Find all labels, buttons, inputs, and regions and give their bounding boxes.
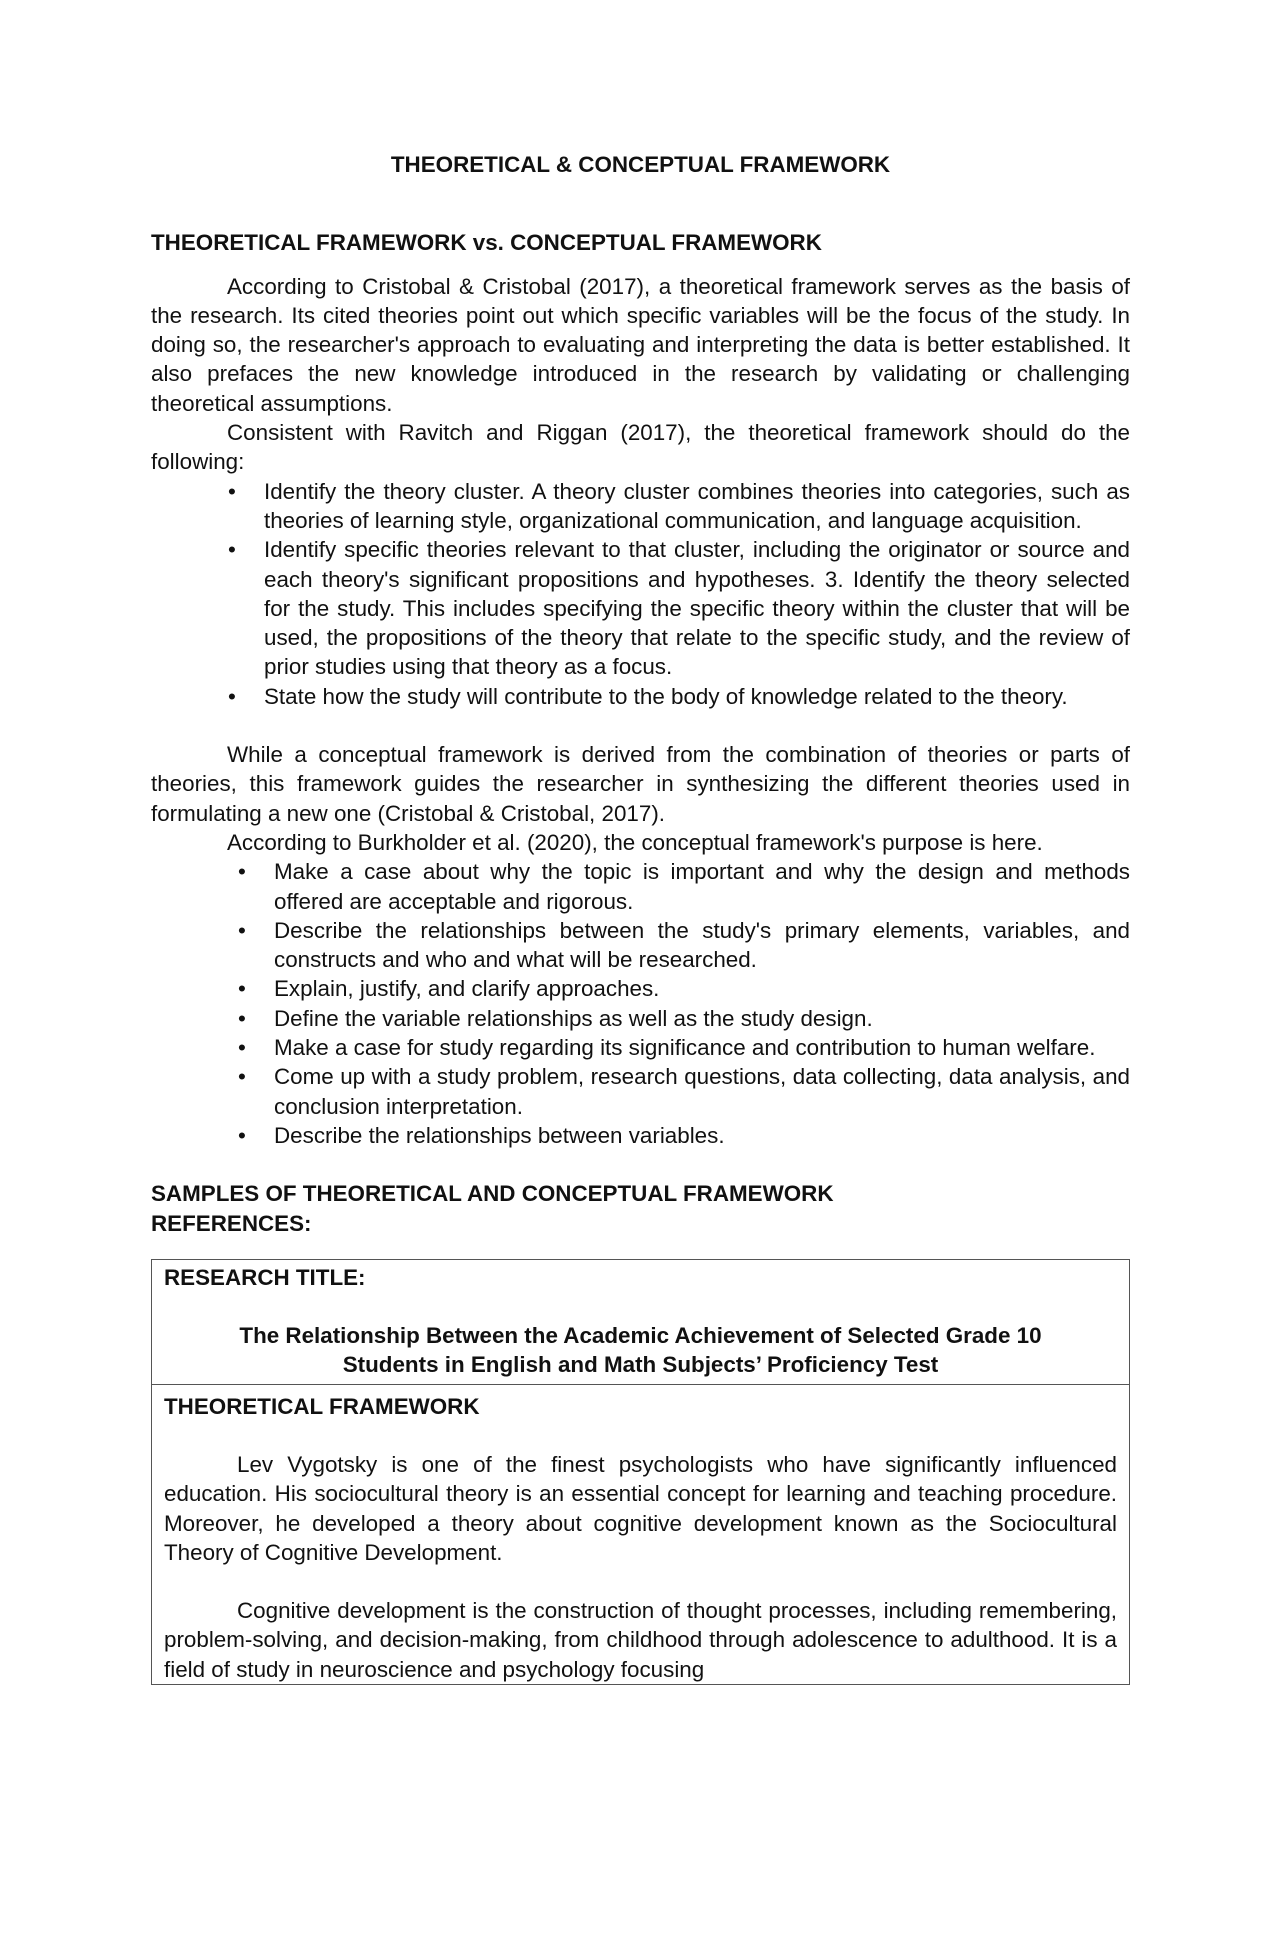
- theoretical-framework-list: [264, 477, 1130, 711]
- section-heading-framework-comparison: THEORETICAL FRAMEWORK vs. CONCEPTUAL FRAMEWORK: [151, 230, 822, 256]
- list-item: • Describe the relationships between the study's primary elements, variables, and constructs and who and what will be researched.: [274, 916, 1130, 975]
- paragraph-theoretical-definition: According to Cristobal & Cristobal (2017), a theoretical framework serves as the basis of the research. Its cited theories point out which specific variables will be the focus of the study. In doing so, the researcher's approach to evaluating and interpreting the data is better established. It also prefaces the new knowledge introduced in the research by validating or challenging theoretical assumptions.: [151, 273, 1130, 416]
- research-title-label: RESEARCH TITLE:: [164, 1264, 366, 1290]
- list-item: • Identify the theory cluster. A theory cluster combines theories into categories, such as theories of learning style, organizational communication, and language acquisition.: [264, 477, 1130, 536]
- conceptual-framework-list: [274, 857, 1130, 1150]
- section-heading-samples: [151, 1179, 1130, 1238]
- list-item: • Make a case for study regarding its significance and contribution to human welfare.: [274, 1033, 1130, 1062]
- research-title-line2: Students in English and Math Subjects’ Proficiency Test: [342, 1352, 939, 1378]
- paragraph-vygotsky: Lev Vygotsky is one of the finest psychologists who have significantly influenced education. His sociocultural theory is an essential concept for learning and teaching procedure. Moreover, he developed a theory about cognitive development known as the Sociocultural Theory of Cognitive Development.: [164, 1451, 1117, 1565]
- theoretical-framework-label: THEORETICAL FRAMEWORK: [164, 1393, 480, 1419]
- list-item: • State how the study will contribute to the body of knowledge related to the theory.: [264, 682, 1130, 711]
- list-item: • Describe the relationships between variables.: [274, 1121, 1130, 1150]
- paragraph-conceptual-definition: While a conceptual framework is derived from the combination of theories or parts of theories, this framework guides the researcher in synthesizing the different theories used in formulating a new one (Cristobal & Cristobal, 2017).: [151, 742, 1130, 826]
- section-heading-samples-line2: REFERENCES:: [151, 1210, 312, 1236]
- paragraph-ravitch-riggan: Consistent with Ravitch and Riggan (2017), the theoretical framework should do the following:: [151, 420, 1130, 475]
- list-item: • Come up with a study problem, research questions, data collecting, data analysis, and conclusion interpretation.: [274, 1062, 1130, 1121]
- research-title-cell: [152, 1259, 1130, 1384]
- theoretical-framework-cell: [152, 1384, 1130, 1684]
- reference-table: [151, 1259, 1130, 1685]
- list-item: • Make a case about why the topic is important and why the design and methods offered are acceptable and rigorous.: [274, 857, 1130, 916]
- list-item: • Identify specific theories relevant to that cluster, including the originator or source and each theory's significant propositions and hypotheses. 3. Identify the theory selected for the study. This includes specifying the specific theory within the cluster that will be used, the propositions of the theory that relate to the specific study, and the review of prior studies using that theory as a focus.: [264, 535, 1130, 681]
- list-item: • Define the variable relationships as well as the study design.: [274, 1004, 1130, 1033]
- list-item: • Explain, justify, and clarify approaches.: [274, 974, 1130, 1003]
- research-title: [164, 1321, 1117, 1380]
- paragraph-burkholder: According to Burkholder et al. (2020), the conceptual framework's purpose is here.: [227, 829, 1043, 855]
- table-row: [152, 1259, 1130, 1384]
- document-title: THEORETICAL & CONCEPTUAL FRAMEWORK: [390, 152, 891, 177]
- table-row: [152, 1384, 1130, 1684]
- paragraph-cognitive-development: Cognitive development is the construction of thought processes, including remembering, problem-solving, and decision-making, from childhood through adolescence to adulthood. It is a field of study in neuroscience and psychology focusing: [164, 1598, 1117, 1682]
- research-title-line1: The Relationship Between the Academic Achievement of Selected Grade 10: [239, 1323, 1042, 1349]
- section-heading-samples-line1: SAMPLES OF THEORETICAL AND CONCEPTUAL FRAMEWORK: [151, 1181, 834, 1207]
